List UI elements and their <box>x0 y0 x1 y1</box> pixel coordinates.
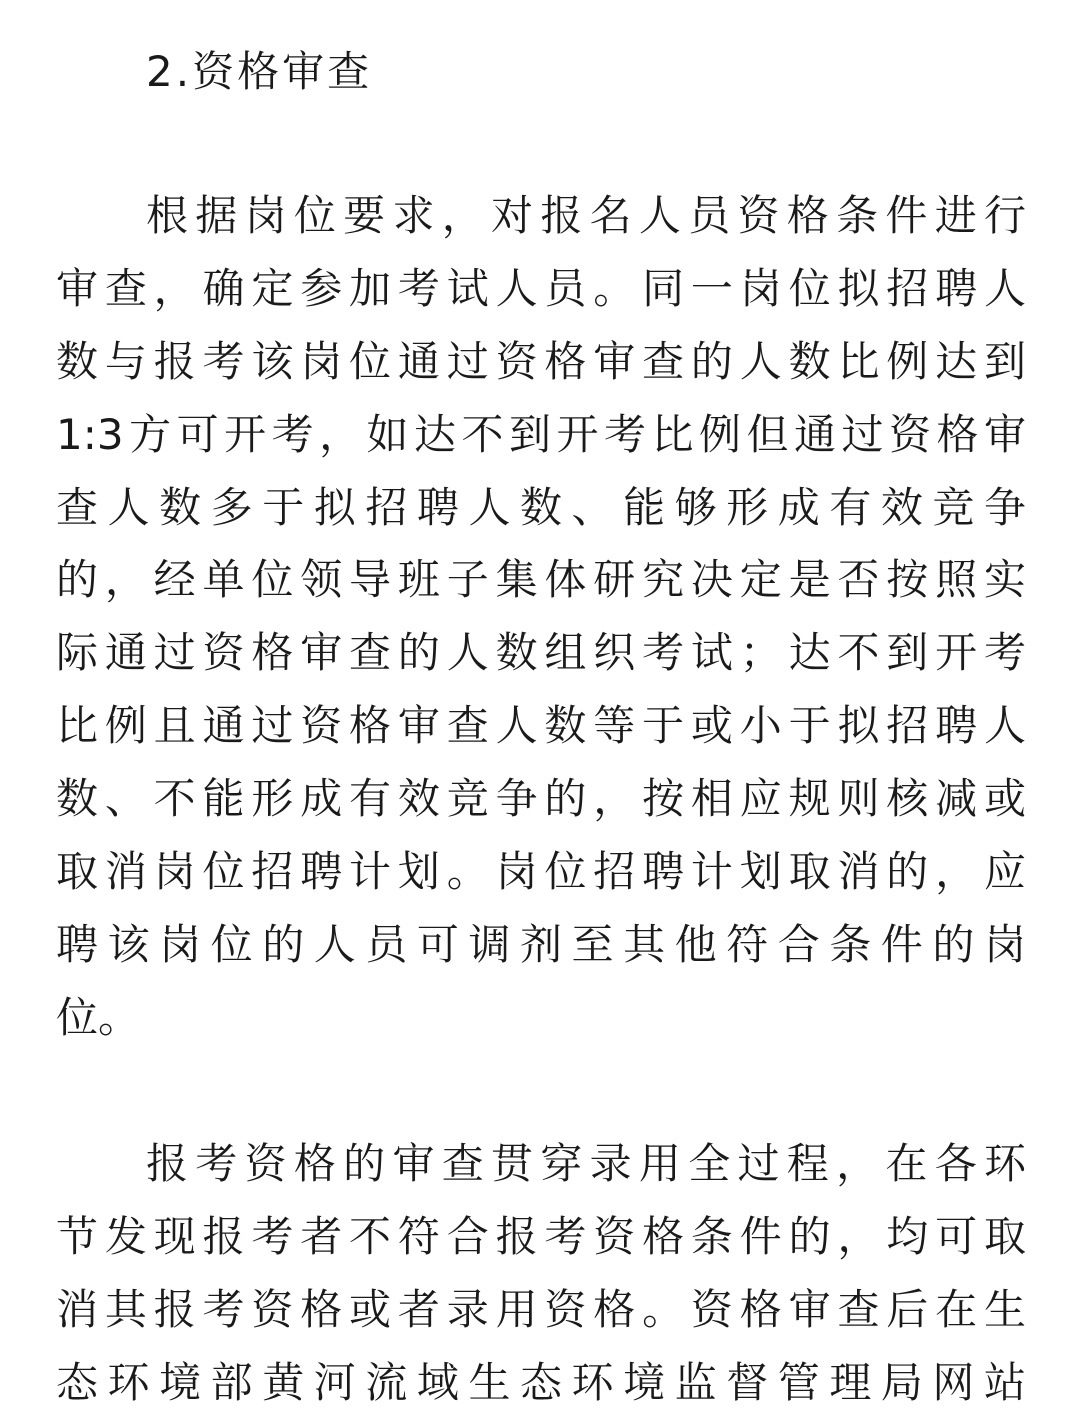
text-line: 态环境部黄河流域生态环境监督管理局网站 <box>56 1357 1026 1407</box>
text-line: 节发现报考者不符合报考资格条件的，均可取 <box>56 1211 1026 1261</box>
text-line: 聘该岗位的人员可调剂至其他符合条件的岗 <box>56 919 1026 969</box>
text-line: 数、不能形成有效竞争的，按相应规则核减或 <box>56 774 1026 824</box>
text-line: 数与报考该岗位通过资格审查的人数比例达到 <box>56 336 1026 386</box>
text-line: 位。 <box>56 992 141 1042</box>
text-line: 审查，确定参加考试人员。同一岗位拟招聘人 <box>56 263 1026 313</box>
text-line: 的，经单位领导班子集体研究决定是否按照实 <box>56 555 1026 605</box>
text-line: 取消岗位招聘计划。岗位招聘计划取消的，应 <box>56 847 1026 897</box>
text-line: 1:3方可开考，如达不到开考比例但通过资格审 <box>56 409 1026 459</box>
text-line: 际通过资格审查的人数组织考试；达不到开考 <box>56 628 1026 678</box>
section-heading: 2.资格审查 <box>146 47 373 96</box>
text-line: 报考资格的审查贯穿录用全过程，在各环 <box>146 1139 1026 1188</box>
paragraph-review-throughout <box>56 1128 1026 1420</box>
text-line: 消其报考资格或者录用资格。资格审查后在生 <box>56 1284 1026 1334</box>
paragraph-qualification-review <box>56 180 1026 1055</box>
text-line: 查人数多于拟招聘人数、能够形成有效竞争 <box>56 482 1026 532</box>
text-line: 根据岗位要求，对报名人员资格条件进行 <box>146 191 1026 240</box>
text-line: 比例且通过资格审查人数等于或小于拟招聘人 <box>56 701 1026 751</box>
